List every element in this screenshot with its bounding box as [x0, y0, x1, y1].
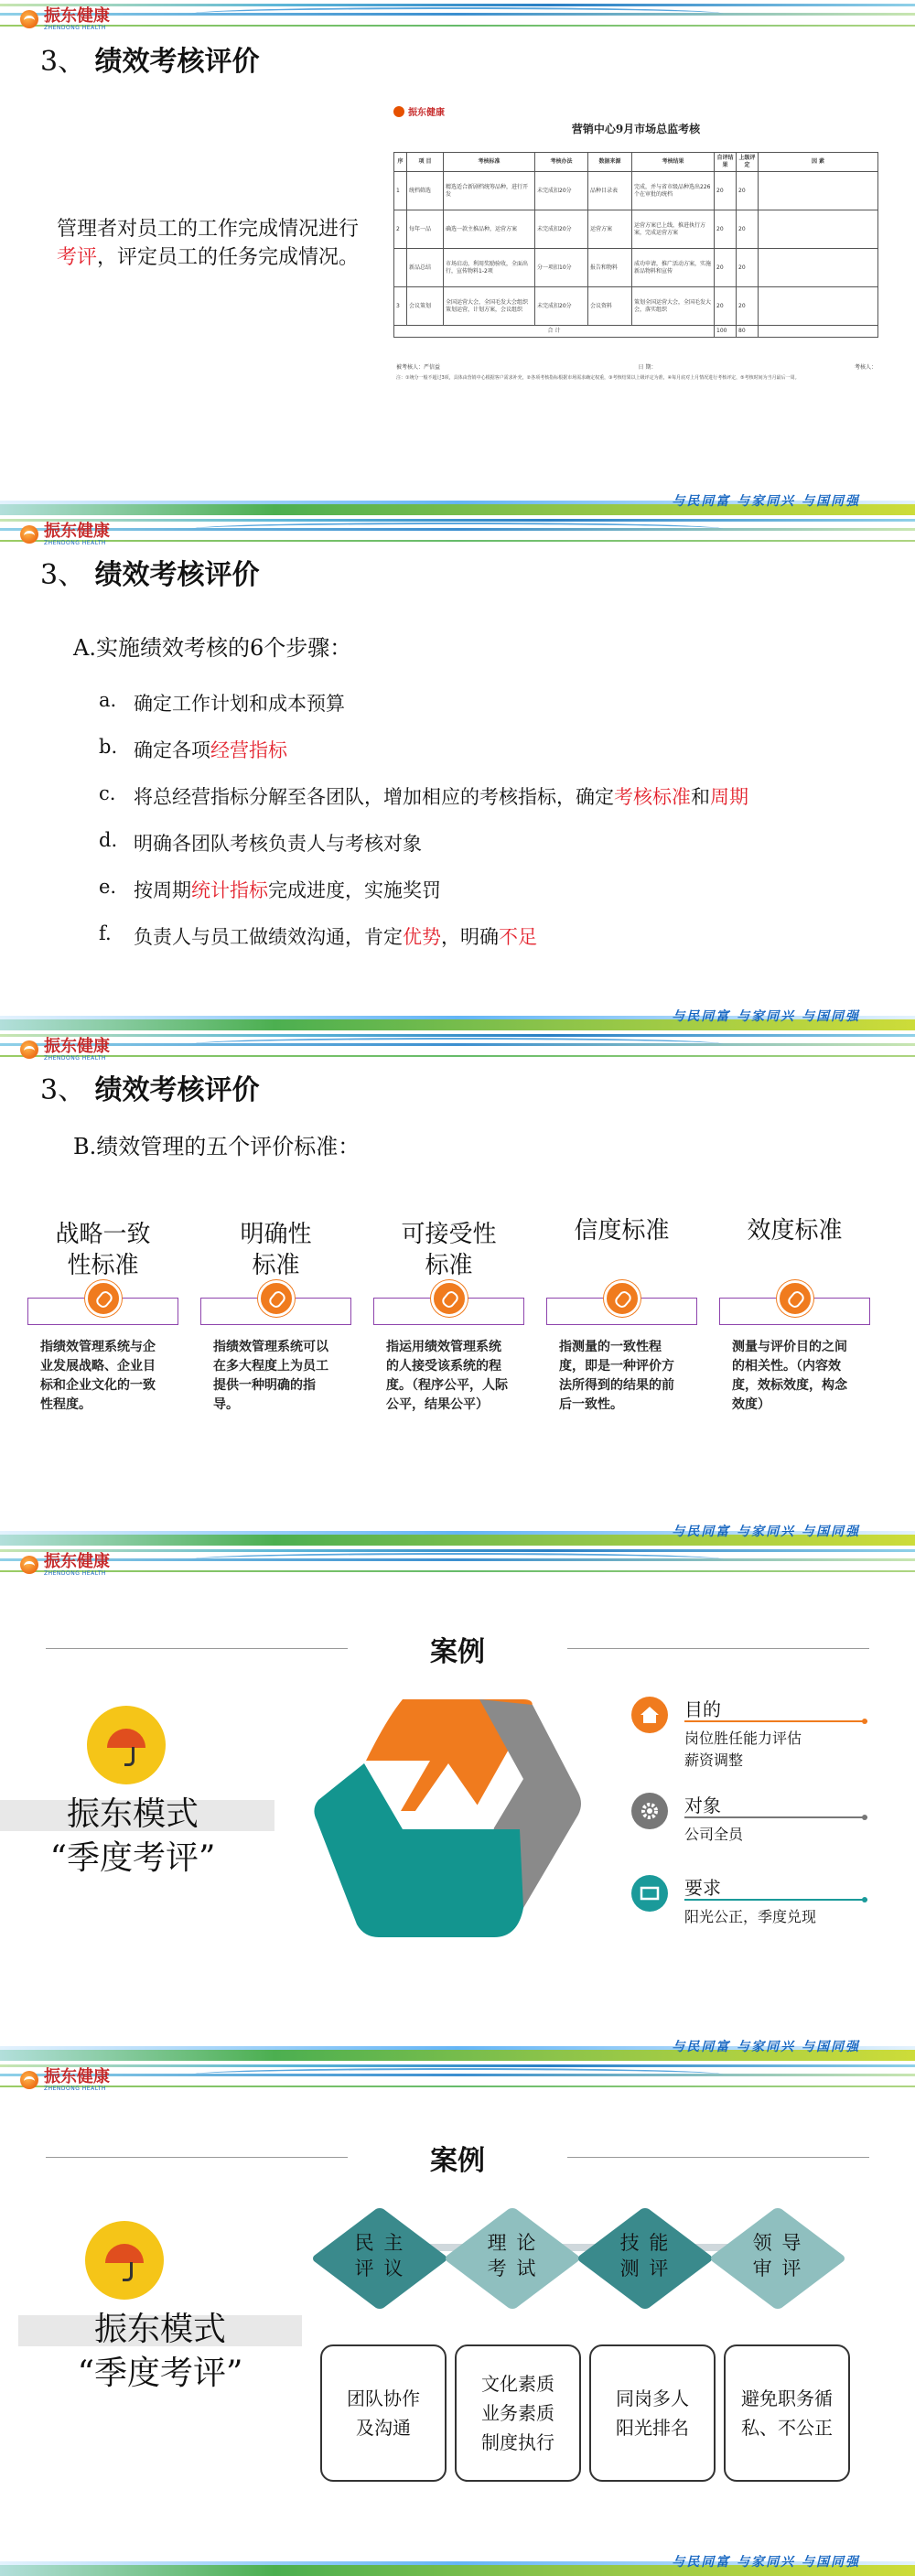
form-th: 因 素 [759, 153, 878, 172]
logo-icon [20, 1040, 38, 1059]
slide-1 [0, 0, 915, 515]
item-underline [684, 1816, 867, 1818]
title-number: 3、 [40, 46, 86, 78]
cube-label-line: 技 能 [619, 2232, 671, 2254]
step-mark: c. [99, 782, 116, 804]
form-title: 营销中心9月市场总监考核 [571, 123, 701, 135]
step-text: 按周期 [134, 879, 191, 901]
box-line: 私、不公正 [741, 2417, 833, 2439]
paperclip-icon [431, 1280, 468, 1317]
screen-icon [631, 1875, 668, 1912]
standard-body: 测量与评价目的之间的相关性。（内容效度，效标效度，构念效度） [732, 1340, 847, 1412]
form-cell: 20 [737, 249, 759, 287]
slide-5 [0, 2061, 915, 2576]
step-highlight: 优势 [403, 926, 441, 948]
step-item [99, 736, 748, 782]
form-cell [394, 249, 407, 287]
standard-heading-line: 可接受性 [401, 1221, 497, 1248]
standard-card [200, 1213, 351, 1415]
form-cell: 运营方案已上线，推进执行方案，完成运营方案 [632, 210, 715, 249]
footer-band [0, 1525, 915, 1546]
desc-part: 管理者对员工的工作完成情况进行 [57, 218, 360, 241]
form-cell: 2 [394, 210, 407, 249]
form-cell: 品种目录表 [588, 172, 632, 210]
footer-band [0, 1010, 915, 1030]
form-cell: 运营方案 [588, 210, 632, 249]
form-cell: 成功申请，推广活动方案，实施新品物料和宣传 [632, 249, 715, 287]
item-title: 对象 [684, 1795, 721, 1816]
step-mark: b. [99, 736, 118, 758]
brand-logo [20, 1036, 110, 1063]
form-cell: 20 [737, 210, 759, 249]
form-cell: 未完成扣20分 [535, 210, 588, 249]
case-heading [46, 1633, 869, 1668]
steps-list [99, 689, 748, 969]
brand-name-en: ZHENDONG HEALTH [44, 1569, 106, 1577]
logo-icon [393, 106, 404, 117]
item-desc [684, 1728, 802, 1772]
paperclip-icon [258, 1280, 295, 1317]
header-band [0, 515, 915, 552]
cube-label-line: 考 试 [487, 2258, 538, 2280]
slogan: 与民同富 与家同兴 与国同强 [672, 2040, 860, 2054]
form-cell: 市场启动，利用奖励验收，全面出行，宣传物料1-2项 [444, 249, 535, 287]
form-cell: 20 [737, 172, 759, 210]
form-th: 数据来源 [588, 153, 632, 172]
brand-name: 振东健康 [44, 2066, 110, 2086]
form-total-label: 合 计 [394, 326, 715, 338]
standard-heading-line: 性标准 [67, 1252, 139, 1279]
step-text: 完成进度，实施奖罚 [268, 879, 441, 901]
step-item [99, 922, 748, 969]
standard-body: 指测量的一致性程度，即是一种评价方法所得到的结果的前后一致性。 [559, 1340, 674, 1412]
step-highlight: 经营指标 [210, 739, 287, 761]
form-total-sup: 80 [737, 326, 759, 338]
step-mark: e. [99, 876, 117, 898]
mode-line: 振东模式 [93, 2311, 226, 2348]
paperclip-icon [777, 1280, 813, 1317]
form-cell: 未完成扣20分 [535, 172, 588, 210]
step-highlight: 统计指标 [191, 879, 268, 901]
form-brand: 振东健康 [408, 108, 445, 118]
cube-item [595, 2203, 695, 2303]
item-title: 要求 [684, 1877, 721, 1899]
logo-icon [20, 2071, 38, 2089]
form-cell: 完成，并与省市级品种选出226个在审批的统档 [632, 172, 715, 210]
standard-heading [546, 1213, 697, 1287]
paperclip-icon [604, 1280, 640, 1317]
standard-body: 指绩效管理系统可以在多大程度上为员工提供一种明确的指导。 [213, 1340, 328, 1412]
title-text: 绩效考核评价 [94, 559, 260, 591]
item-desc-line: 公司全员 [684, 1826, 744, 1843]
header-band [0, 2061, 915, 2097]
form-cell [759, 210, 878, 249]
step-highlight: 考核标准 [614, 786, 691, 808]
standard-body: 指绩效管理系统与企业发展战略、企业目标和企业文化的一致性程度。 [40, 1340, 156, 1412]
form-header-row [394, 153, 878, 172]
cube-label [595, 2230, 695, 2281]
case-title: 案例 [430, 1636, 485, 1668]
form-th: 考核结果 [632, 153, 715, 172]
form-cell [759, 249, 878, 287]
form-th: 项 目 [407, 153, 444, 172]
standard-bar [546, 1298, 697, 1325]
brand-name: 振东健康 [44, 1551, 110, 1571]
box-line: 制度执行 [481, 2431, 554, 2453]
mode-text [27, 2308, 293, 2396]
form-th: 考核标准 [444, 153, 535, 172]
sig-assessor: 考核人： [854, 364, 877, 371]
step-highlight: 周期 [710, 786, 748, 808]
form-cell: 20 [715, 210, 737, 249]
cube-label [329, 2230, 430, 2281]
box-line: 及沟通 [356, 2417, 411, 2439]
footer-band [0, 495, 915, 515]
box-line: 同岗多人 [616, 2387, 689, 2409]
cube-label-line: 测 评 [619, 2258, 671, 2280]
form-cell: 20 [737, 287, 759, 326]
box-line: 文化素质 [481, 2373, 554, 2395]
box-line: 团队协作 [347, 2387, 420, 2409]
form-cell: 新品总结 [407, 249, 444, 287]
form-cell [759, 287, 878, 326]
form-th: 考核办法 [535, 153, 588, 172]
title-text: 绩效考核评价 [94, 1074, 260, 1106]
brand-logo [20, 2066, 110, 2094]
cube-item [462, 2203, 563, 2303]
header-band [0, 1546, 915, 1582]
form-total-self: 100 [715, 326, 737, 338]
form-cell: 会议策划 [407, 287, 444, 326]
standard-heading-line: 标准 [252, 1252, 300, 1279]
form-cell: 策划全国运营大会，全国毛发大会，落实组织 [632, 287, 715, 326]
brand-logo [20, 521, 110, 548]
mode-text [0, 1793, 265, 1881]
standard-card [546, 1213, 697, 1415]
step-item [99, 829, 748, 876]
standard-bar [27, 1298, 178, 1325]
desc-highlight: 考评 [57, 246, 98, 269]
logo-icon [20, 525, 38, 544]
step-text: 确定工作计划和成本预算 [134, 693, 345, 715]
form-table [393, 152, 878, 338]
box-line: 阳光排名 [616, 2417, 689, 2439]
form-cell: 1 [394, 172, 407, 210]
form-cell: 确选一款主推品种，运营方案 [444, 210, 535, 249]
standard-heading-line: 信度标准 [574, 1217, 670, 1245]
form-note: 注：①统分一般不超过3项，具体由营销中心根据客户需求补充，②各项考核指标根据市场需求确定权重，③考核结果以上级评定为准，④每月底对上月情况进行考核评定，⑤考核时间为当月最后一周。 [396, 375, 800, 381]
form-cell: 20 [715, 287, 737, 326]
cube-sequence [329, 2193, 860, 2312]
form-cell: 分一项扣10分 [535, 249, 588, 287]
item-underline [684, 1899, 867, 1901]
brand-name-en: ZHENDONG HEALTH [44, 2085, 106, 2092]
mode-line: 振东模式 [66, 1795, 199, 1833]
brand-name: 振东健康 [44, 5, 110, 26]
slogan: 与民同富 与家同兴 与国同强 [672, 2555, 860, 2570]
standard-card [719, 1213, 870, 1415]
step-text: 明确各团队考核负责人与考核对象 [134, 833, 422, 855]
standard-heading-line: 战略一致 [55, 1221, 151, 1248]
slogan: 与民同富 与家同兴 与国同强 [672, 1525, 860, 1539]
step-item [99, 689, 748, 736]
standard-heading-line: 明确性 [240, 1221, 312, 1248]
footer-band [0, 2556, 915, 2576]
standard-bar [373, 1298, 524, 1325]
mode-line: “季度考评” [77, 2355, 243, 2392]
criteria-box [589, 2344, 716, 2482]
title-number: 3、 [40, 559, 86, 591]
item-desc-line: 薪资调整 [684, 1751, 744, 1769]
cube-label [462, 2230, 563, 2281]
standard-bar [200, 1298, 351, 1325]
sig-date: 日 期： [638, 364, 657, 371]
step-text: 将总经营指标分解至各团队，增加相应的考核指标，确定 [134, 786, 614, 808]
item-desc-line: 阳光公正，季度兑现 [684, 1908, 817, 1925]
cube-label [727, 2230, 828, 2281]
brand-logo [20, 1551, 110, 1579]
slogan: 与民同富 与家同兴 与国同强 [672, 1009, 860, 1024]
form-cell: 每年一品 [407, 210, 444, 249]
item-desc-line: 岗位胜任能力评估 [684, 1730, 802, 1747]
item-title: 目的 [684, 1698, 721, 1720]
paperclip-icon [85, 1280, 122, 1317]
title-text: 绩效考核评价 [94, 46, 260, 78]
case-title: 案例 [430, 2145, 485, 2177]
appraisal-form [389, 101, 883, 412]
form-cell: 20 [715, 249, 737, 287]
standard-bar [719, 1298, 870, 1325]
step-text: ，明确 [441, 926, 499, 948]
form-th: 序 [394, 153, 407, 172]
logo-icon [20, 10, 38, 28]
standard-heading [200, 1213, 351, 1287]
cube-label-line: 领 导 [752, 2232, 803, 2254]
slide-3 [0, 1030, 915, 1546]
form-cell: 报告和物料 [588, 249, 632, 287]
step-text: 和 [691, 786, 710, 808]
brand-name-en: ZHENDONG HEALTH [44, 24, 106, 31]
desc-part: ，评定员工的任务完成情况。 [97, 246, 360, 269]
form-total-row [394, 326, 878, 338]
slide-2 [0, 515, 915, 1030]
cube-label-line: 审 评 [752, 2258, 803, 2280]
box-line: 业务素质 [481, 2402, 554, 2424]
standard-heading [27, 1213, 178, 1287]
logo-icon [20, 1556, 38, 1574]
subtitle: A.实施绩效考核的6个步骤： [73, 635, 352, 661]
form-cell: 20 [715, 172, 737, 210]
slogan: 与民同富 与家同兴 与国同强 [672, 494, 860, 509]
slide-title [40, 552, 260, 592]
home-icon [631, 1697, 668, 1733]
step-mark: f. [99, 922, 112, 944]
mode-line: “季度考评” [49, 1839, 216, 1877]
sig-assessee: 被考核人：严信益 [396, 364, 441, 371]
form-row [394, 172, 878, 210]
form-cell: 3 [394, 287, 407, 326]
standard-body: 指运用绩效管理系统的人接受该系统的程度。（程序公平，人际公平，结果公平） [386, 1340, 508, 1412]
item-underline [684, 1720, 867, 1722]
standard-heading-line: 标准 [425, 1252, 473, 1279]
slide-title [40, 1067, 260, 1107]
step-item [99, 876, 748, 922]
standard-heading-line: 效度标准 [747, 1217, 843, 1245]
form-cell: 未完成扣20分 [535, 287, 588, 326]
item-desc [684, 1906, 816, 1928]
form-row [394, 210, 878, 249]
brand-name-en: ZHENDONG HEALTH [44, 539, 106, 546]
step-mark: a. [99, 689, 117, 711]
cube-label-line: 理 论 [487, 2232, 538, 2254]
form-logo [393, 104, 445, 118]
form-cell: 全国运营大会，全国毛发大会组织策划运营，计划方案，会议组织 [444, 287, 535, 326]
box-line: 避免职务循 [741, 2387, 833, 2409]
standard-heading [719, 1213, 870, 1287]
form-row [394, 287, 878, 326]
step-highlight: 不足 [499, 926, 537, 948]
brand-name: 振东健康 [44, 521, 110, 541]
brand-name: 振东健康 [44, 1036, 110, 1056]
cube-item [329, 2203, 430, 2303]
step-item [99, 782, 748, 829]
header-band [0, 1030, 915, 1067]
case-heading [46, 2141, 869, 2177]
cube-label-line: 评 议 [354, 2258, 405, 2280]
standard-card [27, 1213, 178, 1415]
form-row [394, 249, 878, 287]
umbrella-icon [85, 2221, 164, 2300]
umbrella-icon [87, 1706, 166, 1784]
step-text: 确定各项 [134, 739, 210, 761]
title-number: 3、 [40, 1074, 86, 1106]
form-th: 上级评定 [737, 153, 759, 172]
form-cell: 统档筛选 [407, 172, 444, 210]
gear-icon [631, 1793, 668, 1829]
item-desc [684, 1824, 743, 1846]
standard-card [373, 1213, 524, 1415]
slide-title [40, 38, 260, 79]
description [57, 215, 368, 272]
step-text: 负责人与员工做绩效沟通，肯定 [134, 926, 403, 948]
standard-heading [373, 1213, 524, 1287]
form-cell: 精选适合新剧档统筹品种，进行开发 [444, 172, 535, 210]
form-cell [759, 172, 878, 210]
cube-item [727, 2203, 828, 2303]
step-mark: d. [99, 829, 118, 851]
criteria-box [455, 2344, 581, 2482]
criteria-box [320, 2344, 447, 2482]
subtitle: B.绩效管理的五个评价标准： [73, 1134, 361, 1159]
footer-band [0, 2041, 915, 2061]
brand-name-en: ZHENDONG HEALTH [44, 1054, 106, 1062]
header-band [0, 0, 915, 37]
form-signatures [396, 362, 877, 371]
triangle-graphic [311, 1692, 586, 1944]
slide-4 [0, 1546, 915, 2061]
form-th: 自评结果 [715, 153, 737, 172]
cube-label-line: 民 主 [354, 2232, 405, 2254]
criteria-box [724, 2344, 850, 2482]
form-cell: 会议资料 [588, 287, 632, 326]
brand-logo [20, 5, 110, 33]
